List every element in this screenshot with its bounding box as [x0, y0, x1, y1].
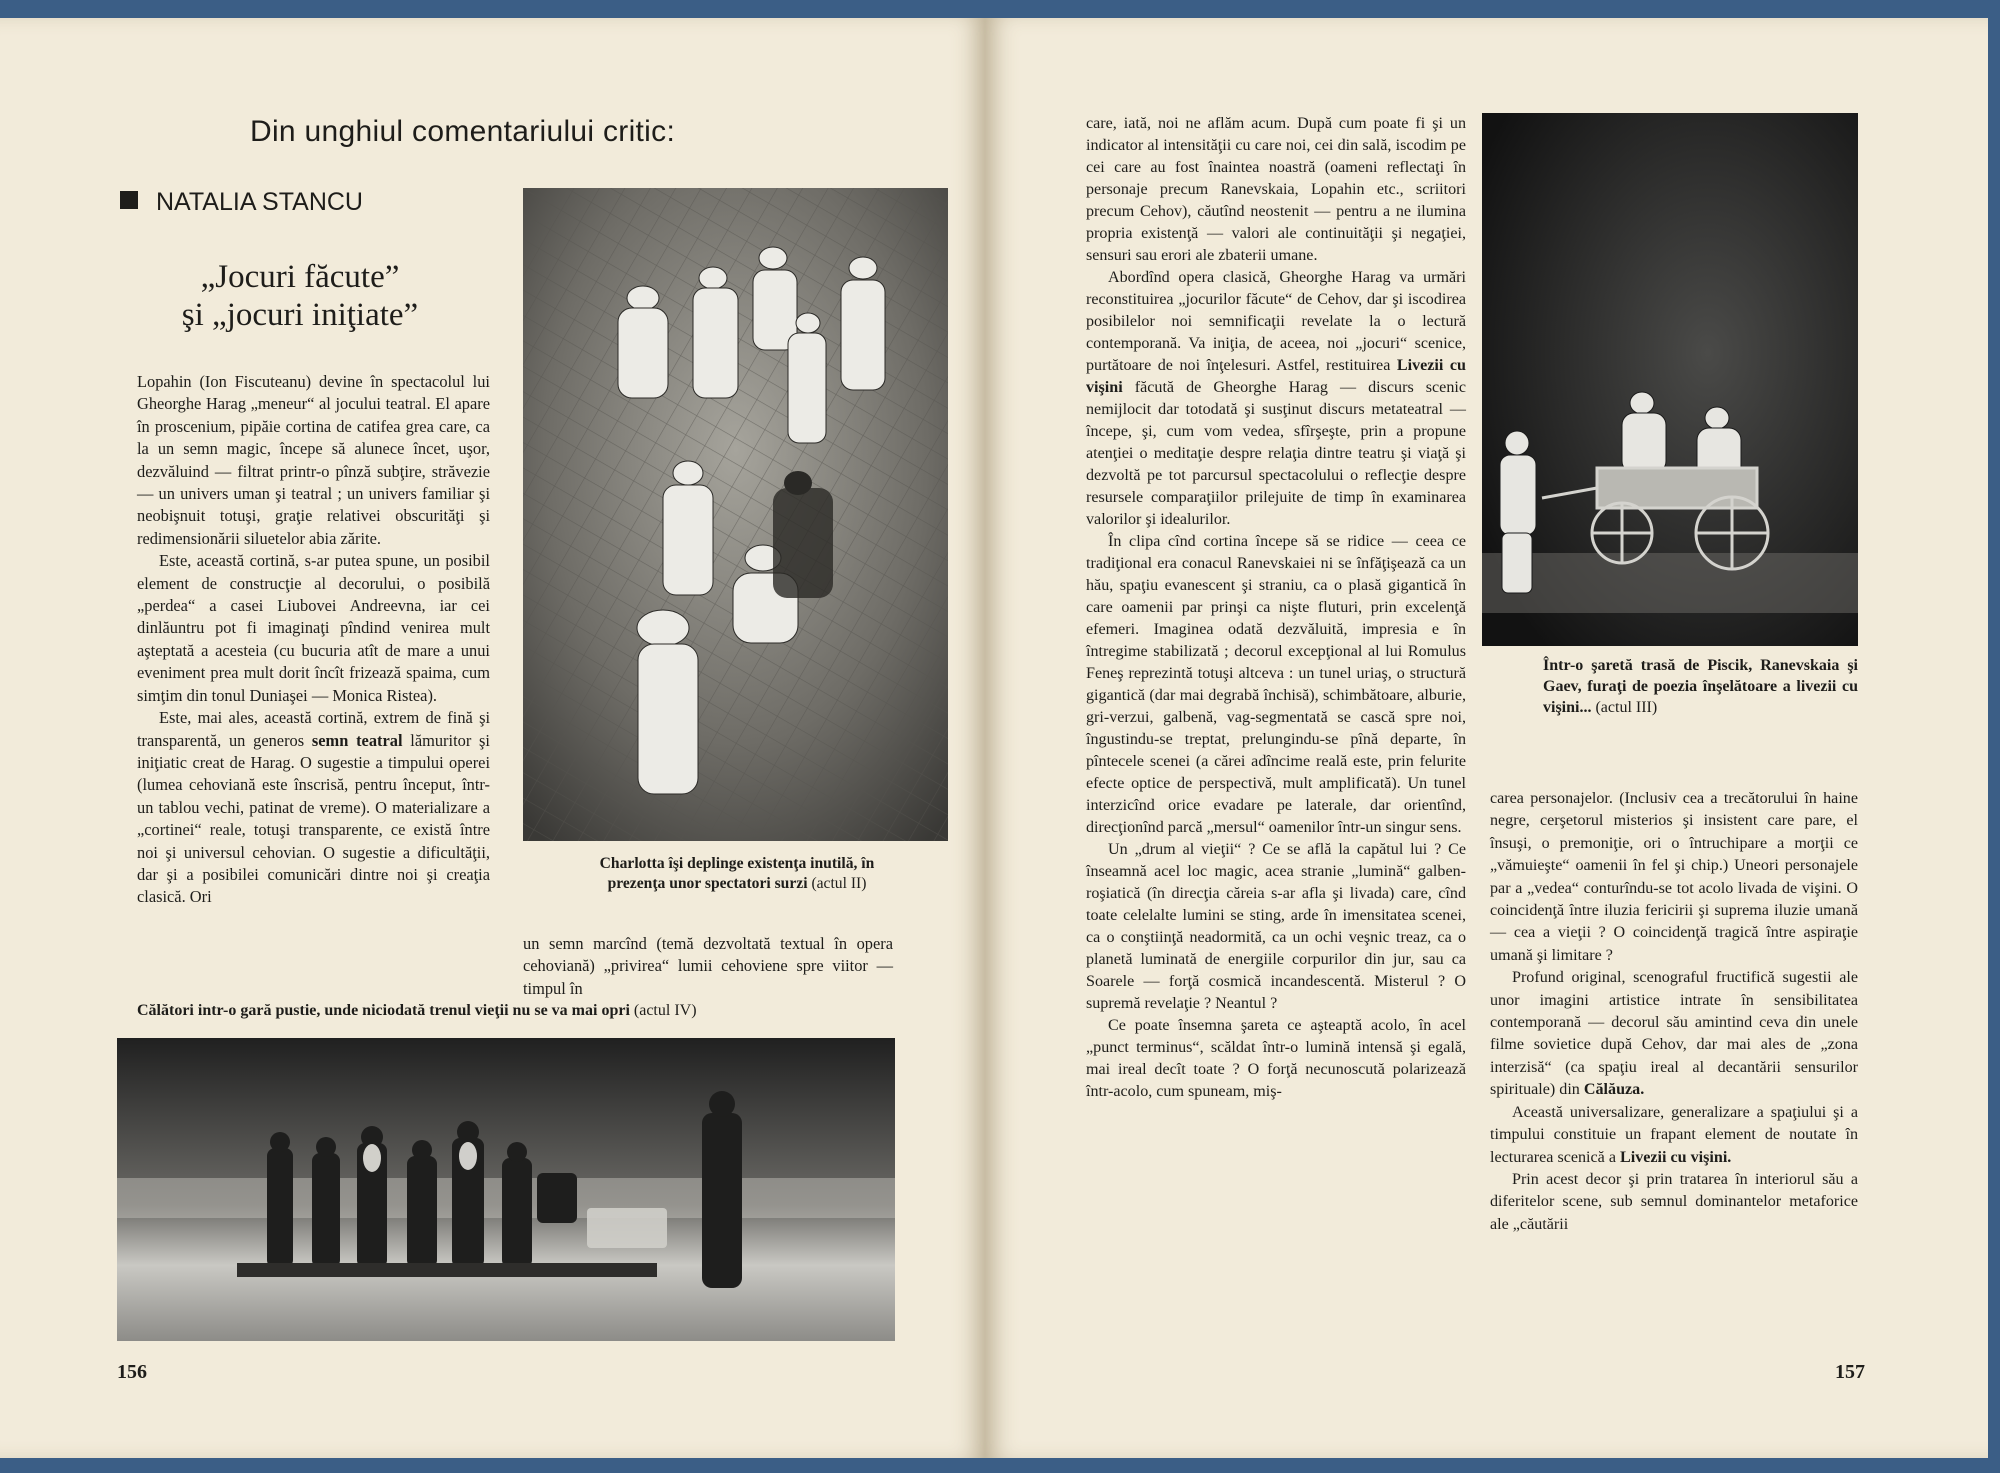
caption-act: (actul IV) [633, 1002, 697, 1019]
caption-act: (actul II) [811, 875, 867, 892]
paragraph [137, 707, 490, 909]
stage-photo-act-4-image [117, 1038, 895, 1341]
paragraph: Ce poate însemna şareta ce aşteaptă acolo, în acel „punct terminus“, scăldat într-o lumină intensă şi egală, mai ireal decît toate ? O forţă necunoscută polarizează într-acolo, cum spuneam, miş- [1086, 1017, 1466, 1100]
text-span: Această universalizare, generalizare a spaţiului şi a timpului constituie un frapant element de noutate în lecturarea scenică a [1490, 1103, 1858, 1166]
article-title-line1: „Jocuri făcute” [200, 259, 400, 295]
right-column-2 [1490, 788, 1858, 1236]
stage-photo-act-2-image [523, 188, 948, 841]
stage-photo-act-3 [1482, 113, 1858, 646]
paragraph [1490, 967, 1858, 1101]
photo-caption-act-2 [578, 854, 896, 894]
section-heading: Din unghiul comentariului critic: [250, 115, 676, 148]
page-number-right: 157 [1835, 1361, 1865, 1383]
right-column-1 [1086, 113, 1466, 1103]
text-span: Profund original, scenograful fructifică sugestii ale unor imagini artistice intrate în sensibilitatea contemporană — decorul său amintind ceva din unele filme sovietice după Cehov, dar mai ales de „zona interzisă“ (ca spaţiu ireal al decantării sensurilor spirituale) din [1490, 969, 1858, 1099]
article-title [110, 258, 490, 334]
caption-text: Într-o şaretă trasă de Piscik, Ranevskaia şi Gaev, furaţi de poezia înşelătoare a livezii cu vişini... [1543, 657, 1858, 716]
paragraph: un semn marcînd (temă dezvoltată textual în opera cehoviană) „privirea“ lumii cehoviene spre viitor — timpul în [523, 934, 893, 998]
bold-term: semn teatral [311, 730, 403, 750]
paragraph: care, iată, noi ne aflăm acum. După cum poate fi şi un indicator al intensităţii cu care noi, cei din sală, iscodim pe cei care au fost înaintea noastră (oameni reflectaţi în personaje precum Ranevskaia, Lopahin etc., scriitori precum Cehov), căutînd neostenit — pentru a ne ilumina propria existenţă — valori ale continuităţii şi negaţiei, sensuri sau erori ale zbaterii umane. [1086, 115, 1466, 264]
bold-title: Livezii cu vişini [1086, 357, 1466, 396]
paragraph: Un „drum al vieţii“ ? Ce se află la capătul lui ? Ce înseamnă acel loc magic, acea stranie „lumină“ galben-roşiatică (în direcţia căreia s-ar afla şi livada) care, cînd toate celelalte lumini se sting, arde în imensitatea scenei, ca o conştiinţă neadormită, ca un ochi veşnic treaz, ca o planetă luminată de energiile corpurilor din jur, sau ca Soarele — forţă cosmică incandescentă. Misterul ? O supremă revelaţie ? Neantul ? [1086, 841, 1466, 1012]
left-page [0, 18, 985, 1458]
square-bullet-icon [120, 191, 138, 209]
text-span: Este, mai ales, această cortină, extrem de fină şi transparentă, un generos [137, 708, 490, 750]
paragraph [1490, 1102, 1858, 1169]
left-column-2 [523, 933, 893, 1000]
photo-caption-act-4 [137, 1001, 897, 1021]
stage-photo-act-4 [117, 1038, 895, 1341]
bold-title: Livezii cu vişini. [1620, 1148, 1732, 1166]
photo-caption-act-3 [1543, 655, 1858, 718]
paragraph: Este, această cortină, s-ar putea spune, un posibil element de construcţie al decorului, o posibilă „perdea“ a casei Liubovei Andreevna, iar cei dinlăuntru pot fi imaginaţi pîndind venirea mult aşteptată a acesteia (cu bucuria atît de mare a unui eveniment prea mult dorit încît frizează spaima, cum simţim din tonul Duniaşei — Monica Ristea). [137, 551, 490, 705]
text-span: făcută de Gheorghe Harag — discurs scenic nemijlocit dar totodată şi susţinut discurs metateatral — începe, şi, cum vom vedea, sfîrşeşte, prin a propune atenţiei o meditaţie despre relaţia dintre teatru şi viaţă şi dezvoltă pe tot parcursul spectacolului o reflecţie despre resursele comparaţiilor prilejuite de timp în examinarea valorilor şi idealurilor. [1086, 379, 1466, 528]
author-line [120, 188, 363, 217]
page-number-left: 156 [117, 1361, 147, 1383]
caption-act: (actul III) [1595, 699, 1658, 716]
paragraph: carea personajelor. (Inclusiv cea a trecătorului în haine negre, cerşetorul misterios şi insistent care pare, el însuşi, o premoniţie, ori o întruchipare a morţii ce „vămuieşte“ oamenii în fel şi chip.) Uneori personajele par a „vedea“ conturîndu-se tot acolo livada de vişini. O coincidenţă între iluzia fericirii şi suprema iluzie umană — cea a vieţii ? O coincidenţă tragică între aspiraţie umană şi limitare ? [1490, 790, 1858, 964]
paragraph: Prin acest decor şi prin tratarea în interiorul său a diferitelor scene, sub semnul dominantelor metaforice ale „căutării [1490, 1170, 1858, 1233]
bold-title: Călăuza. [1583, 1081, 1645, 1099]
stage-photo-act-2 [523, 188, 948, 841]
article-title-line2: şi „jocuri iniţiate” [181, 297, 419, 333]
caption-text: Charlotta îşi deplinge existenţa inutilă, în prezenţa unor spectatori surzi [599, 855, 875, 892]
paragraph: În clipa cînd cortina începe să se ridice — ceea ce tradiţional era conacul Ranevskaiei ni se înfăţişează ca un hău, spaţiu evanescent şi straniu, ca o plasă gigantică în care oamenii par prinşi ca nişte fluturi, prin excelenţă efemeri. Imaginea odată dezvăluită, impresia e în întregime stabilizată ; decorul excepţional al lui Romulus Feneş reprezintă totuşi altceva : un tunel uriaş, o structură gigantică (dar mai degrabă închisă), schimbătoare, alburie, gri-verzui, galbenă, vag-segmentată se cască spre noi, îngustindu-se treptat, prelungindu-se pînă departe, în pîntecele scenei (a cărei adîncime reală este, prin felurite efecte optice de perspectivă, mult amplificată). Un tunel interzicînd orice evadare pe laterale, dar orientînd, direcţionînd parcă „mersul“ oamenilor într-un singur sens. [1086, 533, 1466, 836]
text-span: lămuritor şi iniţiatic creat de Harag. O sugestie a timpului operei (lumea cehoviană este înscrisă, pentru început, într-un tablou vechi, patinat de vreme). O materializare a „cortinei“ reale, totuşi transparente, ce există între noi şi universul cehovian. O sugestie a dificultăţii, dar şi a posibilei comunicări dintre noi şi creaţia clasică. Ori [137, 730, 490, 907]
paragraph: Lopahin (Ion Fiscuteanu) devine în spectacolul lui Gheorghe Harag „meneur“ al jocului teatral. El apare în proscenium, pipăie cortina de catifea grea care, ca la un semn magic, începe să alunece încet, uşor, dezvăluind — filtrat printr-o pînză subţire, străvezie — un univers uman şi teatral ; un univers familiar şi neobişnuit totuşi, graţie relativei obscurităţi şi redimensionării siluetelor abia zărite. [137, 372, 490, 548]
right-page [985, 18, 1988, 1458]
author-name: NATALIA STANCU [156, 188, 363, 216]
paragraph [1086, 267, 1466, 531]
text-span: Abordînd opera clasică, Gheorghe Harag va urmări reconstituirea „jocurilor făcute“ de Cehov, dar şi iscodirea posibilelor noi semnificaţii revelate la o lectură contemporană. Va iniţia, de aceea, noi „jocuri“ scenice, purtătoare de noi înţelesuri. Astfel, restituirea [1086, 269, 1466, 374]
left-column-1 [137, 371, 490, 909]
stage-photo-act-3-image [1482, 113, 1858, 646]
caption-text: Călători intr-o gară pustie, unde niciodată trenul vieţii nu se va mai opri [137, 1002, 630, 1019]
